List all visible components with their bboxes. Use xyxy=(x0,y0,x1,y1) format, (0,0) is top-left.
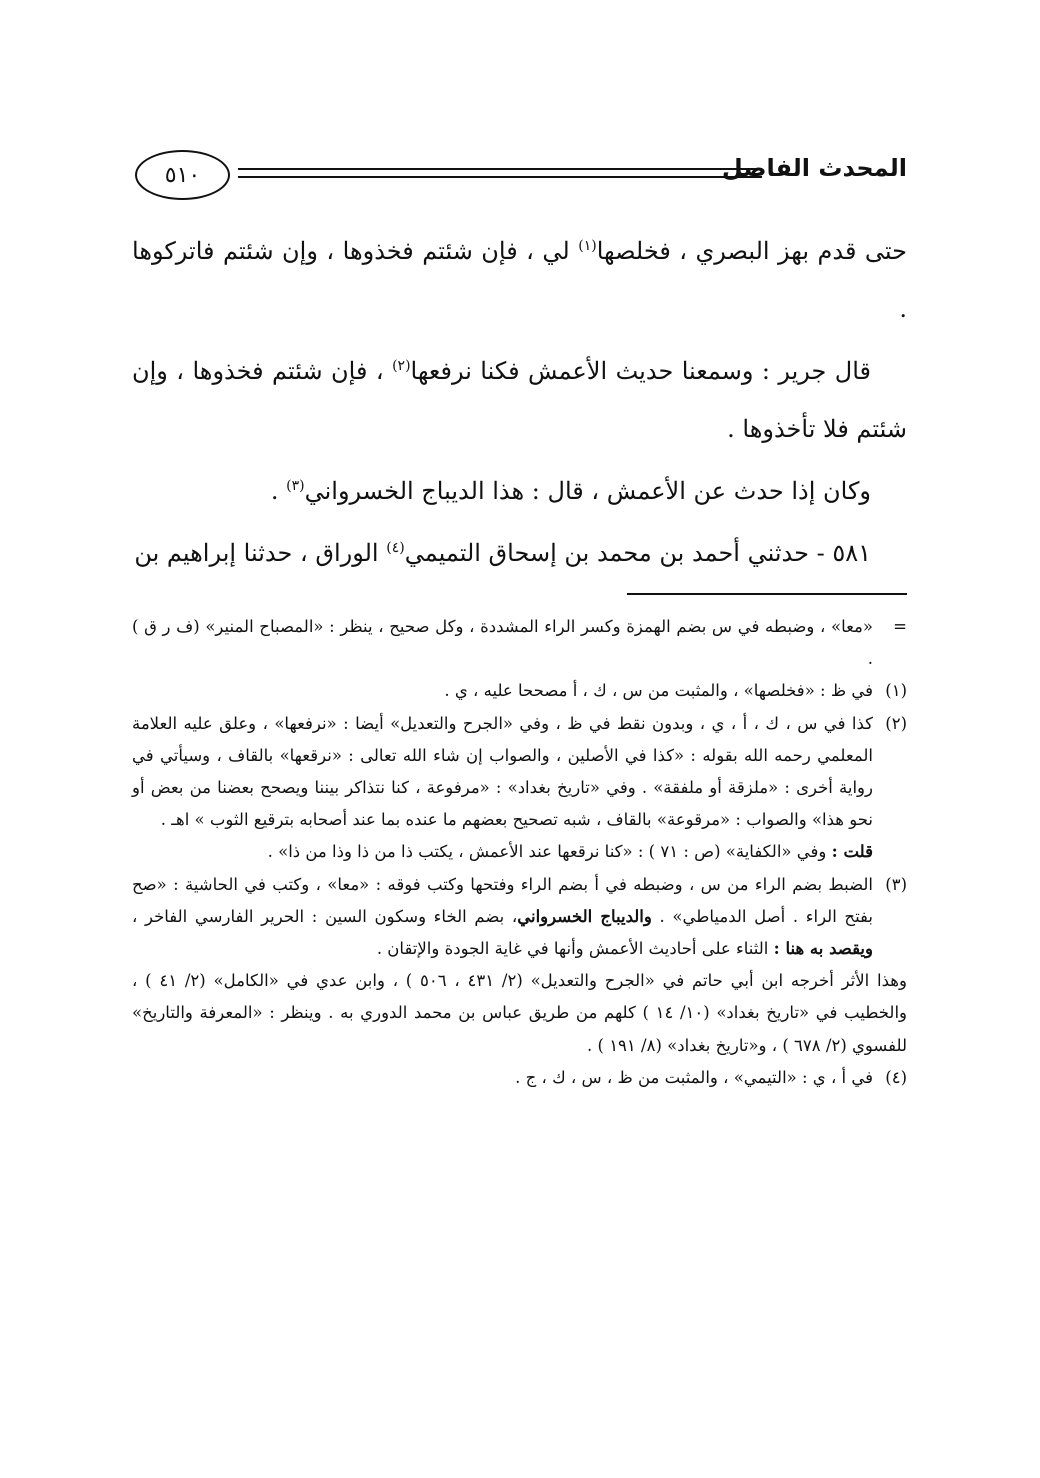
page-header xyxy=(135,150,907,208)
paragraph-4: ٥٨١ - حدثني أحمد بن محمد بن إسحاق التميمي$^{(٤)}$ الوراق ، حدثنا إبراهيم بن xyxy=(134,539,871,567)
footnote-ref-1: (١) xyxy=(578,238,597,254)
footnote-ref-2: (٢) xyxy=(392,358,411,374)
book-title: المحدث الفاصل xyxy=(721,154,907,182)
footnote-3-sources: وهذا الأثر أخرجه ابن أبي حاتم في «الجرح والتعديل» (٢/ ٤٣١ ، ٥٠٦ ) ، وابن عدي في «الكامل» (٢/ ٤١ ) ، والخطيب في «تاريخ بغداد» (١٠/ ١٤ ) كلهم من طريق عباس بن محمد الدوري به . وينظر : «المعرفة والتاريخ» للفسوي (٢/ ٦٧٨ ) ، و«تاريخ بغداد» (٨/ ١٩١ ) . xyxy=(132,971,907,1055)
footnote-3: (٣) الضبط بضم الراء من س ، وضبطه في أ بضم الراء وفتحها وكتب فوقه : «معا» ، وكتب في الحاشية : «صح بفتح الراء . أصل الدمياطي» . والديباج الخسرواني، بضم الخاء وسكون السين : الحرير الفارسي الفاخر ، ويقصد به هنا : الثناء على أحاديث الأعمش وأنها في غاية الجودة والإتقان . xyxy=(132,874,907,959)
paragraph-1: حتى قدم بهز البصري ، فخلصها$^{(١)}$ لي ، فإن شئتم فخذوها ، وإن شئتم فاتركوها . xyxy=(132,237,908,323)
footnote-divider xyxy=(627,593,907,595)
header-double-rule xyxy=(238,168,762,178)
footnote-continuation: = «معا» ، وضبطه في س بضم الهمزة وكسر الراء المشددة ، وكل صحيح ، ينظر : «المصباح المنير» (ف ر ق ) . xyxy=(132,617,907,669)
footnote-ref-4: (٤) xyxy=(386,540,405,556)
footnote-2-note: قلت : وفي «الكفاية» (ص : ٧١ ) : «كنا نرقعها عند الأعمش ، يكتب ذا من ذا وذا من ذا» . xyxy=(267,842,873,862)
page-number: ٥١٠ xyxy=(135,150,230,200)
footnote-4: (٤) في أ ، ي : «التيمي» ، والمثبت من ظ ، س ، ك ، ج . xyxy=(515,1067,907,1087)
paragraph-3: وكان إذا حدث عن الأعمش ، قال : هذا الديباج الخسرواني$^{(٣)}$ . xyxy=(270,477,871,505)
paragraph-2: قال جرير : وسمعنا حديث الأعمش فكنا نرفعها$^{(٢)}$ ، فإن شئتم فخذوها ، وإن شئتم فلا تأخذوها . xyxy=(132,357,907,443)
footnote-1: (١) في ظ : «فخلصها» ، والمثبت من س ، ك ، أ مصححا عليه ، ي . xyxy=(444,681,907,701)
footnotes xyxy=(132,611,907,1094)
footnote-2: (٢) كذا في س ، ك ، أ ، ي ، وبدون نقط في ظ ، وفي «الجرح والتعديل» أيضا : «نرفعها» ، وعلق عليه العلامة المعلمي رحمه الله بقوله : «كذا في الأصلين ، والصواب إن شاء الله تعالى : «نرقعها» بالقاف ، وسيأتي في رواية أخرى : «ملزقة أو ملفقة» . وفي «تاريخ بغداد» : «مرفوعة ، كنا نتذاكر بيننا ويصحح بعضنا من بعض أو نحو هذا» والصواب : «مرقوعة» بالقاف ، شبه تصحيح بعضهم ما عنده بما عند أصحابه بترقيع الثوب » اهـ . xyxy=(132,713,907,830)
footnote-ref-3: (٣) xyxy=(286,478,305,494)
main-text xyxy=(132,222,907,582)
